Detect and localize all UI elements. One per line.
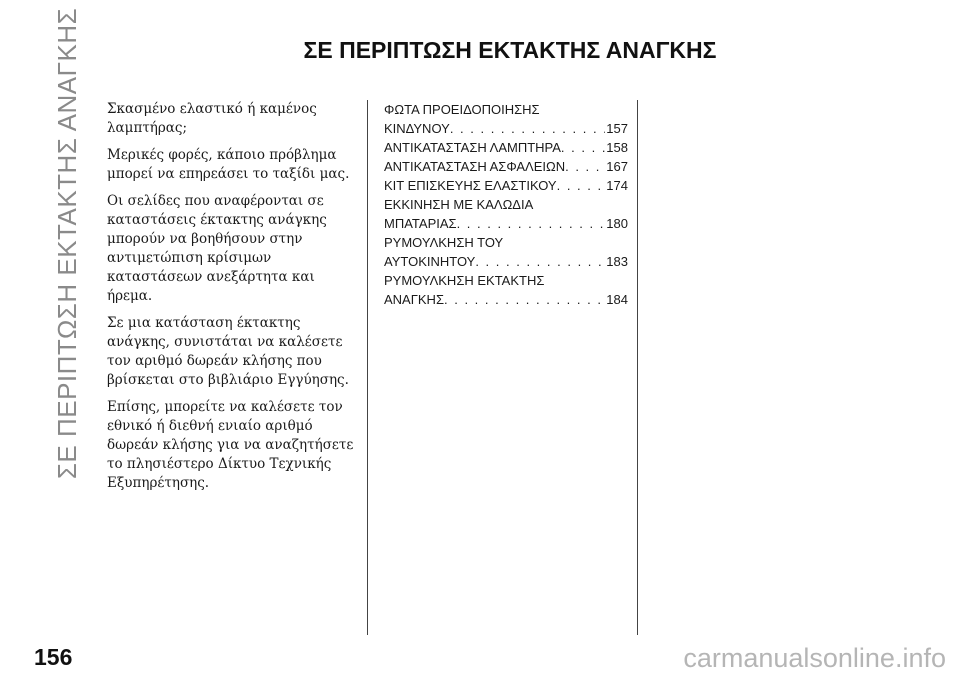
table-of-contents <box>384 100 628 309</box>
toc-entry-hazard-lights[interactable] <box>384 100 628 138</box>
toc-entry-label: ΜΠΑΤΑΡΙΑΣ <box>384 216 457 231</box>
toc-page-number: 157 <box>606 121 628 136</box>
toc-entry-jump-starting[interactable] <box>384 195 628 233</box>
toc-page-number: 184 <box>606 292 628 307</box>
toc-entry-towing-vehicle[interactable] <box>384 233 628 271</box>
toc-entry-tyre-repair-kit[interactable] <box>384 176 628 195</box>
toc-entry-heading: ΡΥΜΟΥΛΚΗΣΗ ΕΚΤΑΚΤΗΣ <box>384 273 545 288</box>
toc-entry-heading: ΕΚΚΙΝΗΣΗ ΜΕ ΚΑΛΩΔΙΑ <box>384 197 534 212</box>
toc-page-number: 167 <box>606 159 628 174</box>
toc-leader-dots <box>475 252 605 271</box>
toc-leader-dots <box>450 119 605 138</box>
toc-entry-label: ΑΥΤΟΚΙΝΗΤΟΥ <box>384 254 476 269</box>
toc-entry-fuse-replacement[interactable] <box>384 157 628 176</box>
intro-column <box>107 100 357 501</box>
column-divider <box>637 100 638 635</box>
toc-entry-heading: ΡΥΜΟΥΛΚΗΣΗ ΤΟΥ <box>384 235 504 250</box>
toc-entry-label: ΑΝΑΓΚΗΣ <box>384 292 444 307</box>
intro-paragraph: Οι σελίδες που αναφέρονται σε καταστάσεις έκτακτης ανάγκης μπορούν να βοηθήσουν στην αντιμετώπιση κρίσιμων καταστάσεων ανεξάρτητα και ήρεμα. <box>107 193 327 304</box>
toc-entry-label: ΚΙΤ ΕΠΙΣΚΕΥΗΣ ΕΛΑΣΤΙΚΟΥ <box>384 178 557 193</box>
toc-page-number: 183 <box>606 254 628 269</box>
watermark: carmanualsonline.info <box>683 643 946 673</box>
intro-paragraph: Επίσης, μπορείτε να καλέσετε τον εθνικό ή διεθνή ενιαίο αριθμό δωρεάν κλήσης για να αναζητήσετε το πλησιέστερο Δίκτυο Τεχνικής Εξυπηρέτησης. <box>107 399 354 491</box>
toc-entry-label: ΑΝΤΙΚΑΤΑΣΤΑΣΗ ΛΑΜΠΤΗΡΑ <box>384 140 561 155</box>
toc-leader-dots <box>444 290 605 309</box>
toc-entry-emergency-towing[interactable] <box>384 271 628 309</box>
intro-paragraph: Σε μια κατάσταση έκτακτης ανάγκης, συνιστάται να καλέσετε τον αριθμό δωρεάν κλήσης που βρίσκεται στο βιβλιάριο Εγγύησης. <box>107 315 349 388</box>
page-number: 156 <box>34 644 73 670</box>
intro-paragraph: Σκασμένο ελαστικό ή καμένος λαμπτήρας; <box>107 101 317 136</box>
column-divider <box>367 100 368 635</box>
toc-entry-bulb-replacement[interactable] <box>384 138 628 157</box>
toc-leader-dots <box>557 176 606 195</box>
toc-leader-dots <box>457 214 606 233</box>
toc-page-number: 180 <box>606 216 628 231</box>
toc-page-number: 158 <box>606 140 628 155</box>
toc-entry-label: ΑΝΤΙΚΑΤΑΣΤΑΣΗ ΑΣΦΑΛΕΙΩΝ <box>384 159 566 174</box>
toc-entry-heading: ΦΩΤΑ ΠΡΟΕΙΔΟΠΟΙΗΣΗΣ <box>384 102 540 117</box>
toc-page-number: 174 <box>606 178 628 193</box>
side-section-label: ΣΕ ΠΕΡΙΠΤΩΣΗ ΕΚΤΑΚΤΗΣ ΑΝΑΓΚΗΣ <box>52 7 83 479</box>
toc-leader-dots <box>565 157 605 176</box>
side-section-tab <box>50 7 86 479</box>
page-title: ΣΕ ΠΕΡΙΠΤΩΣΗ ΕΚΤΑΚΤΗΣ ΑΝΑΓΚΗΣ <box>303 37 717 63</box>
toc-entry-label: ΚΙΝΔΥΝΟΥ <box>384 121 450 136</box>
toc-leader-dots <box>561 138 605 157</box>
intro-paragraph: Μερικές φορές, κάποιο πρόβλημα μπορεί να επηρεάσει το ταξίδι μας. <box>107 147 350 182</box>
